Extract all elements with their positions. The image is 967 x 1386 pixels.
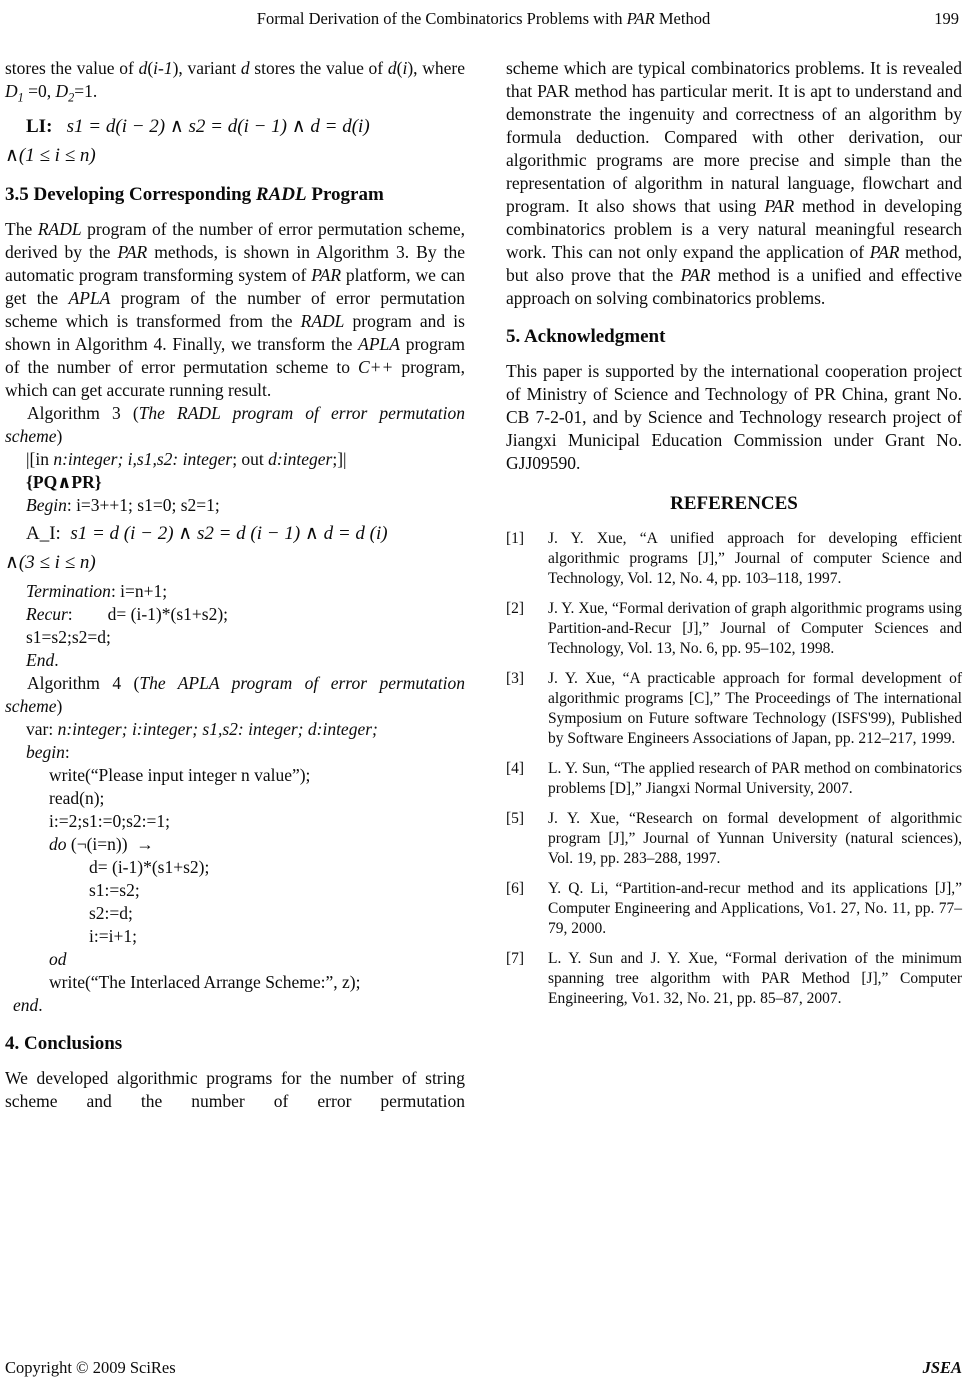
text-segment: PAR bbox=[117, 241, 148, 262]
code-line bbox=[5, 626, 465, 649]
text-segment: APLA bbox=[358, 333, 400, 354]
text-segment: J. Y. Xue, “Formal derivation of graph algorithmic programs using Partition-and-Recur [J],” Journal of Computer Sciences and Technology, Vol. 13, No. 6, pp. 95–102, 1998. bbox=[548, 600, 962, 657]
text-segment: RADL bbox=[255, 183, 307, 205]
code-line bbox=[5, 718, 465, 741]
text-segment: J. Y. Xue, “A unified approach for developing efficient algorithmic programs [J],” Journal of computer Science and Technology, Vol. 12, No. 4, pp. 103–118, 1997. bbox=[548, 530, 962, 587]
text-segment: Algorithm 4 ( bbox=[27, 672, 140, 693]
text-segment bbox=[52, 116, 66, 137]
text-segment: var: bbox=[26, 718, 58, 739]
code-line bbox=[5, 994, 465, 1017]
text-segment: : bbox=[64, 741, 70, 762]
code-line bbox=[5, 471, 465, 494]
text-segment: ) bbox=[56, 695, 63, 716]
text-segment: d bbox=[240, 58, 250, 78]
code-line bbox=[5, 603, 465, 626]
text-segment: The bbox=[5, 218, 38, 239]
text-segment: 1 bbox=[17, 90, 24, 105]
text-segment: ) bbox=[56, 425, 63, 446]
text-segment: D bbox=[55, 81, 69, 101]
text-segment: A_I: bbox=[26, 522, 71, 544]
text-segment: PAR bbox=[764, 196, 795, 216]
text-segment: Program bbox=[306, 183, 384, 205]
section-heading-4 bbox=[5, 1032, 465, 1056]
algorithm-3-caption bbox=[5, 402, 465, 448]
running-header bbox=[5, 9, 962, 35]
code-line bbox=[5, 971, 465, 994]
text-segment: platform, we can get the bbox=[5, 264, 465, 308]
text-segment: d bbox=[387, 58, 397, 78]
text-segment: method, but also prove that the bbox=[506, 242, 962, 285]
text-segment: J. Y. Xue, “Research on formal development of algorithmic program [J],” Journal of Yunnan University (natural sciences), Vol. 19, pp. 283–288, 1997. bbox=[548, 810, 962, 867]
code-line bbox=[5, 902, 465, 925]
text-segment: LI: bbox=[26, 115, 53, 137]
text-segment: ), where bbox=[407, 58, 466, 78]
text-segment: write(“Please input integer n value”); bbox=[49, 764, 311, 785]
text-segment: =1. bbox=[74, 81, 98, 101]
code-line bbox=[5, 833, 465, 856]
text-segment: : bbox=[67, 603, 73, 624]
text-segment: program of the number of error permutation scheme to bbox=[5, 333, 465, 377]
text-segment: program of the number of error permutation scheme, derived by the bbox=[5, 218, 465, 262]
range-formula-2 bbox=[5, 551, 465, 575]
text-segment: . bbox=[38, 994, 43, 1015]
text-segment: ∧(1 ≤ i ≤ n) bbox=[5, 144, 96, 166]
text-segment: ; out bbox=[232, 448, 269, 469]
text-segment: s1 = d (i − 2) ∧ s2 = d (i − 1) ∧ d = d (i) bbox=[70, 522, 388, 544]
text-segment: s2:=d; bbox=[89, 902, 133, 923]
text-segment: RADL bbox=[37, 218, 82, 239]
text-segment: Y. Q. Li, “Partition-and-recur method and its applications [J],” Computer Engineering and Applications, Vo1. 27, No. 11, pp. 77–79, 2000. bbox=[548, 880, 962, 937]
text-segment: APLA bbox=[68, 287, 111, 308]
text-segment: We developed algorithmic programs for the number of string scheme and the number of error permutation bbox=[5, 1067, 465, 1111]
references-heading bbox=[506, 492, 962, 516]
reference-item bbox=[506, 529, 962, 589]
reference-number: [2] bbox=[506, 600, 525, 617]
text-segment: : i=n+1; bbox=[110, 580, 168, 601]
text-segment: 2 bbox=[68, 90, 75, 105]
text-segment: : i=3++1; s1=0; s2=1; bbox=[66, 494, 220, 515]
text-segment: The RADL program of error permutation scheme bbox=[5, 402, 465, 446]
text-segment: =0, bbox=[23, 81, 56, 101]
text-segment: Recur bbox=[26, 603, 68, 624]
section-3-5-paragraph bbox=[5, 218, 465, 402]
left-column bbox=[5, 57, 465, 1113]
range-formula bbox=[5, 144, 465, 168]
text-segment: read(n); bbox=[49, 787, 105, 808]
reference-item bbox=[506, 669, 962, 749]
text-segment: d bbox=[138, 58, 148, 78]
text-segment: This paper is supported by the international cooperation project of Ministry of Science and Technology of PR China, grant No. CB 7-2-01, and by Science and Technology research project of Jiangxi Municipal Education Commission under Grant No. GJJ09590. bbox=[506, 361, 962, 473]
conclusions-paragraph bbox=[5, 1067, 465, 1113]
code-line bbox=[5, 856, 465, 879]
text-segment: i-1 bbox=[153, 58, 173, 78]
text-segment: begin bbox=[26, 741, 65, 762]
text-segment: ( bbox=[147, 58, 154, 78]
text-segment: Termination bbox=[26, 580, 111, 601]
text-segment: 4. Conclusions bbox=[5, 1032, 123, 1054]
text-segment: L. Y. Sun and J. Y. Xue, “Formal derivation of the minimum spanning tree algorithm with PAR Method [J],” Computer Engineering, Vo1. 32, No. 21, pp. 85–87, 2007. bbox=[548, 950, 962, 1007]
reference-item bbox=[506, 949, 962, 1009]
text-segment: J. Y. Xue, “A practicable approach for formal development of algorithmic programs [C],” The Proceedings of The international Symposium on Future software Technology (ISFS'99), Published by Software Engineers Associations of Japan, pp. 212–217, 1999. bbox=[548, 670, 962, 747]
section-heading-5 bbox=[506, 325, 962, 349]
text-segment: ∧(3 ≤ i ≤ n) bbox=[5, 551, 96, 573]
text-segment: Begin bbox=[26, 494, 67, 515]
reference-item bbox=[506, 809, 962, 869]
code-line bbox=[5, 741, 465, 764]
text-segment: L. Y. Sun, “The applied research of PAR method on combinatorics problems [D],” Jiangxi Normal University, 2007. bbox=[548, 760, 962, 797]
conclusions-paragraph-continued bbox=[506, 57, 962, 310]
text-segment: i bbox=[402, 58, 408, 78]
code-line bbox=[5, 787, 465, 810]
page-number: 199 bbox=[934, 9, 959, 28]
text-segment: ( bbox=[396, 58, 403, 78]
code-line bbox=[5, 948, 465, 971]
text-segment: program and is shown in Algorithm 4. Finally, we transform the bbox=[5, 310, 465, 354]
text-segment: (¬(i=n)) → bbox=[66, 833, 154, 854]
text-segment: REFERENCES bbox=[670, 493, 798, 514]
text-segment: PAR bbox=[311, 264, 342, 285]
text-segment: PAR bbox=[869, 242, 900, 262]
reference-number: [4] bbox=[506, 760, 525, 777]
journal-abbreviation: JSEA bbox=[922, 1358, 962, 1377]
text-segment: ;]| bbox=[332, 448, 347, 469]
copyright-notice: Copyright © 2009 SciRes bbox=[5, 1358, 176, 1377]
text-segment: i:=i+1; bbox=[89, 925, 137, 946]
paragraph-continuation bbox=[5, 57, 465, 110]
text-segment: s1=s2;s2=d; bbox=[26, 626, 111, 647]
reference-item bbox=[506, 599, 962, 659]
text-segment: 3.5 Developing Corresponding bbox=[5, 183, 256, 205]
reference-number: [6] bbox=[506, 880, 525, 897]
running-title-pre: Formal Derivation of the Combinatorics Problems with bbox=[256, 9, 627, 28]
text-segment: write(“The Interlaced Arrange Scheme:”, z); bbox=[49, 971, 361, 992]
running-title bbox=[5, 9, 962, 29]
reference-number: [1] bbox=[506, 530, 525, 547]
reference-number: [3] bbox=[506, 670, 525, 687]
code-line bbox=[5, 580, 465, 603]
text-segment: ), variant bbox=[172, 58, 241, 78]
reference-item bbox=[506, 879, 962, 939]
text-segment: D bbox=[5, 81, 18, 101]
reference-number: [7] bbox=[506, 950, 525, 967]
text-segment bbox=[73, 604, 108, 624]
text-segment: d= (i-1)*(s1+s2); bbox=[107, 603, 229, 624]
text-segment: |[in bbox=[26, 448, 54, 469]
page-footer bbox=[5, 1358, 962, 1378]
text-segment: od bbox=[49, 948, 67, 969]
a-i-formula bbox=[5, 522, 465, 546]
text-segment: RADL bbox=[300, 310, 345, 331]
text-segment: method in developing combinatorics problem is a very natural meaningful research work. This can not only expand the application of bbox=[506, 196, 962, 262]
code-line bbox=[5, 925, 465, 948]
text-segment: i:=2;s1:=0;s2:=1; bbox=[49, 810, 171, 831]
text-segment: do bbox=[49, 833, 67, 854]
running-title-post: Method bbox=[654, 9, 711, 28]
text-segment: s1:=s2; bbox=[89, 879, 140, 900]
reference-item bbox=[506, 759, 962, 799]
code-line bbox=[5, 879, 465, 902]
code-line bbox=[5, 764, 465, 787]
text-segment: d= (i-1)*(s1+s2); bbox=[89, 856, 210, 877]
text-segment: The APLA program of error permutation scheme bbox=[5, 672, 465, 716]
text-segment: program, which can get accurate running result. bbox=[5, 356, 465, 400]
text-segment: 5. Acknowledgment bbox=[506, 326, 666, 347]
code-line bbox=[5, 448, 465, 471]
text-segment: program of the number of error permutation scheme which is transformed from the bbox=[5, 287, 465, 331]
loop-invariant-formula bbox=[5, 115, 465, 139]
text-segment: . bbox=[54, 649, 59, 670]
section-heading-3-5 bbox=[5, 183, 465, 207]
algorithm-4-caption bbox=[5, 672, 465, 718]
text-segment: d:integer bbox=[268, 448, 333, 469]
text-segment: stores the value of bbox=[5, 58, 139, 78]
reference-number: [5] bbox=[506, 810, 525, 827]
text-segment: Algorithm 3 ( bbox=[27, 402, 139, 423]
code-line bbox=[5, 649, 465, 672]
text-segment: C++ bbox=[358, 356, 394, 377]
text-segment: End bbox=[26, 649, 55, 670]
right-column bbox=[506, 57, 962, 1113]
text-segment: scheme which are typical combinatorics problems. It is revealed that PAR method has particular merit. It is apt to understand and demonstrate the ingenuity and correctness of an algorithm by formula deduction. Compared with other derivation, our algorithmic programs are more precise and simple than the representation of algorithm in natural language, flowchart and program. It also shows that using bbox=[506, 58, 962, 216]
code-line bbox=[5, 494, 465, 517]
acknowledgment-paragraph bbox=[506, 360, 962, 475]
text-segment: n:integer; i,s1,s2: integer bbox=[53, 448, 233, 469]
text-segment: PAR bbox=[680, 265, 711, 285]
text-segment: stores the value of bbox=[249, 58, 388, 78]
text-segment: n:integer; i:integer; s1,s2: integer; d:integer; bbox=[57, 718, 378, 739]
code-line bbox=[5, 810, 465, 833]
text-segment: end bbox=[13, 994, 39, 1015]
text-segment: {PQ∧PR} bbox=[26, 471, 102, 492]
text-segment: methods, is shown in Algorithm 3. By the automatic program transforming system of bbox=[5, 241, 465, 285]
running-title-emph: PAR bbox=[626, 9, 655, 28]
two-column-body bbox=[5, 57, 962, 1113]
text-segment: method is a unified and effective approach on solving combinatorics problems. bbox=[506, 265, 962, 308]
text-segment: s1 = d(i − 2) ∧ s2 = d(i − 1) ∧ d = d(i) bbox=[66, 115, 370, 137]
